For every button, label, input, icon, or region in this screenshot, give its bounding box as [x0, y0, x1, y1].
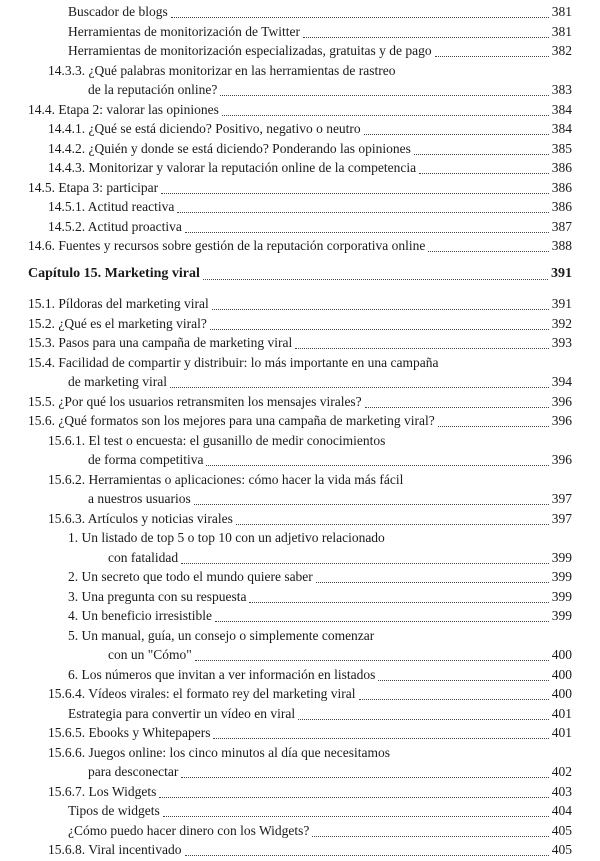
- toc-entry-page: 386: [551, 199, 572, 214]
- toc-entry-page: 399: [551, 569, 572, 584]
- toc-entry-title: Tipos de widgets: [68, 803, 160, 818]
- toc-entry-page: 391: [551, 266, 572, 281]
- toc-entry-title: 14.4.2. ¿Quién y donde se está diciendo? Ponderando las opiniones: [48, 141, 411, 156]
- dot-leader: [298, 719, 549, 720]
- toc-entry-page: 399: [551, 589, 572, 604]
- toc-entry-title: con fatalidad: [108, 550, 179, 565]
- dot-leader: [419, 173, 549, 174]
- toc-entry: [0, 100, 600, 120]
- toc-entry-title: de la reputación online?: [88, 82, 218, 97]
- toc-entry-title: 15.6.3. Artículos y noticias virales: [48, 511, 233, 526]
- toc-entry: [0, 587, 600, 607]
- dot-leader: [365, 407, 549, 408]
- toc-entry-title: 3. Una pregunta con su respuesta: [68, 589, 247, 604]
- toc-entry: [0, 762, 600, 782]
- dot-leader: [220, 95, 548, 96]
- dot-leader: [210, 329, 549, 330]
- toc-entry-page: 397: [551, 491, 572, 506]
- toc-entry: [0, 509, 600, 529]
- toc-entry-title: 5. Un manual, guía, un consejo o simplemente comenzar: [68, 628, 375, 643]
- toc-entry-page: 384: [551, 121, 572, 136]
- dot-leader: [159, 797, 548, 798]
- toc-entry: [0, 372, 600, 392]
- dot-leader: [177, 212, 548, 213]
- toc-entry-title: ¿Cómo puedo hacer dinero con los Widgets?: [68, 823, 310, 838]
- dot-leader: [185, 855, 549, 856]
- toc-entry-title: 14.4.3. Monitorizar y valorar la reputación online de la competencia: [48, 160, 417, 175]
- toc-entry: [0, 821, 600, 841]
- toc-entry-page: 381: [551, 24, 572, 39]
- toc-entry: [0, 840, 600, 860]
- toc-entry: [0, 236, 600, 256]
- toc-entry-title: 2. Un secreto que todo el mundo quiere saber: [68, 569, 313, 584]
- toc-entry: [0, 606, 600, 626]
- toc-entry: [0, 80, 600, 100]
- toc-entry: [0, 548, 600, 568]
- toc-entry-page: 405: [551, 823, 572, 838]
- toc-entry-title: 14.3.3. ¿Qué palabras monitorizar en las herramientas de rastreo: [48, 63, 396, 78]
- toc-entry-title: 4. Un beneficio irresistible: [68, 608, 212, 623]
- dot-leader: [185, 232, 549, 233]
- toc-entry-page: 402: [551, 764, 572, 779]
- toc-entry: [0, 61, 600, 81]
- toc-entry-page: 400: [551, 686, 572, 701]
- toc-entry-title: 14.6. Fuentes y recursos sobre gestión de la reputación corporativa online: [28, 238, 426, 253]
- toc-entry-page: 386: [551, 160, 572, 175]
- toc-entry-title: 15.6.2. Herramientas o aplicaciones: cómo hacer la vida más fácil: [48, 472, 404, 487]
- toc-entry: [0, 41, 600, 61]
- toc-entry-title: 15.6. ¿Qué formatos son los mejores para una campaña de marketing viral?: [28, 413, 435, 428]
- toc-entry-page: 392: [551, 316, 572, 331]
- toc-entry-title: 15.1. Píldoras del marketing viral: [28, 296, 209, 311]
- toc-entry-page: 405: [551, 842, 572, 857]
- toc-entry-title: 14.5.1. Actitud reactiva: [48, 199, 175, 214]
- dot-leader: [181, 777, 548, 778]
- toc-entry-title: Herramientas de monitorización especializadas, gratuitas y de pago: [68, 43, 432, 58]
- toc-entry: [0, 22, 600, 42]
- toc-entry: [0, 528, 600, 548]
- toc-entry-page: 399: [551, 550, 572, 565]
- toc-entry: [0, 139, 600, 159]
- toc-entry-title: 14.4.1. ¿Qué se está diciendo? Positivo, negativo o neutro: [48, 121, 361, 136]
- toc-entry-page: 394: [551, 374, 572, 389]
- dot-leader: [316, 582, 549, 583]
- toc-entry-page: 387: [551, 219, 572, 234]
- toc-entry-page: 391: [551, 296, 572, 311]
- toc-entry-page: 393: [551, 335, 572, 350]
- toc-entry-page: 388: [551, 238, 572, 253]
- toc-entry: [0, 450, 600, 470]
- dot-leader: [359, 699, 549, 700]
- toc-entry-page: 385: [551, 141, 572, 156]
- toc-entry-title: para desconectar: [88, 764, 179, 779]
- toc-entry: [0, 626, 600, 646]
- toc-entry-page: 386: [551, 180, 572, 195]
- toc-entry-title: 15.6.5. Ebooks y Whitepapers: [48, 725, 211, 740]
- dot-leader: [171, 17, 549, 18]
- toc-entry-title: Buscador de blogs: [68, 4, 168, 19]
- toc-entry: [0, 489, 600, 509]
- dot-leader: [364, 134, 549, 135]
- toc-entry-page: 396: [551, 452, 572, 467]
- dot-leader: [236, 524, 549, 525]
- toc-entry: [0, 431, 600, 451]
- toc-entry-title: 14.4. Etapa 2: valorar las opiniones: [28, 102, 219, 117]
- toc-entry: [0, 782, 600, 802]
- dot-leader: [203, 279, 548, 280]
- toc-entry: [0, 704, 600, 724]
- toc-entry-title: 15.4. Facilidad de compartir y distribuir: lo más importante en una campaña: [28, 355, 439, 370]
- toc-entry-page: 397: [551, 511, 572, 526]
- toc-entry-title: Capítulo 15. Marketing viral: [28, 266, 200, 281]
- toc-entry: [0, 665, 600, 685]
- toc-entry: [0, 294, 600, 314]
- dot-leader: [438, 426, 549, 427]
- dot-leader: [414, 154, 549, 155]
- toc-entry-page: 396: [551, 394, 572, 409]
- toc-entry: [0, 2, 600, 22]
- toc-entry: [0, 178, 600, 198]
- toc-entry-title: con un "Cómo": [108, 647, 192, 662]
- toc-entry: [0, 723, 600, 743]
- toc-entry: [0, 314, 600, 334]
- toc-entry-title: 15.6.4. Vídeos virales: el formato rey del marketing viral: [48, 686, 356, 701]
- dot-leader: [312, 836, 548, 837]
- toc-entry-page: 401: [551, 725, 572, 740]
- toc-entry-title: 14.5. Etapa 3: participar: [28, 180, 159, 195]
- toc-entry: [0, 470, 600, 490]
- toc-entry-page: 381: [551, 4, 572, 19]
- toc-entry-page: 382: [551, 43, 572, 58]
- toc-entry-title: de forma competitiva: [88, 452, 204, 467]
- toc-entry: [0, 411, 600, 431]
- dot-leader: [435, 56, 549, 57]
- toc-entry: [0, 801, 600, 821]
- toc-entry: [0, 197, 600, 217]
- toc-entry-page: 401: [551, 706, 572, 721]
- toc-entry-title: 15.6.7. Los Widgets: [48, 784, 157, 799]
- dot-leader: [170, 387, 549, 388]
- dot-leader: [222, 115, 549, 116]
- toc-entry-page: 384: [551, 102, 572, 117]
- dot-leader: [295, 348, 548, 349]
- chapter-heading: [0, 264, 600, 284]
- toc-entry: [0, 119, 600, 139]
- toc-entry-title: Estrategia para convertir un vídeo en viral: [68, 706, 296, 721]
- toc-entry-title: 15.6.8. Viral incentivado: [48, 842, 182, 857]
- toc-entry-title: a nuestros usuarios: [88, 491, 191, 506]
- dot-leader: [428, 251, 548, 252]
- toc-entry-page: 403: [551, 784, 572, 799]
- toc-entry-page: 400: [551, 667, 572, 682]
- dot-leader: [303, 37, 549, 38]
- dot-leader: [378, 680, 548, 681]
- dot-leader: [213, 738, 548, 739]
- toc-entry: [0, 392, 600, 412]
- toc-entry: [0, 645, 600, 665]
- dot-leader: [194, 504, 549, 505]
- toc-entry: [0, 217, 600, 237]
- dot-leader: [163, 816, 549, 817]
- toc-entry-page: 404: [551, 803, 572, 818]
- toc-entry-page: 400: [551, 647, 572, 662]
- dot-leader: [181, 563, 549, 564]
- dot-leader: [195, 660, 549, 661]
- toc-entry-title: 15.2. ¿Qué es el marketing viral?: [28, 316, 207, 331]
- toc-entry-title: 15.3. Pasos para una campaña de marketing viral: [28, 335, 293, 350]
- toc-entry-title: Herramientas de monitorización de Twitter: [68, 24, 300, 39]
- toc-entry-title: 6. Los números que invitan a ver información en listados: [68, 667, 376, 682]
- dot-leader: [212, 309, 549, 310]
- toc-entry-page: 396: [551, 413, 572, 428]
- dot-leader: [161, 193, 549, 194]
- toc-entry-title: 1. Un listado de top 5 o top 10 con un adjetivo relacionado: [68, 530, 385, 545]
- toc-entry-title: 15.6.6. Juegos online: los cinco minutos al día que necesitamos: [48, 745, 390, 760]
- toc-entry-title: 15.6.1. El test o encuesta: el gusanillo de medir conocimientos: [48, 433, 386, 448]
- toc-entry: [0, 684, 600, 704]
- toc-entry: [0, 333, 600, 353]
- toc-entry: [0, 353, 600, 373]
- toc-entry-title: 15.5. ¿Por qué los usuarios retransmiten los mensajes virales?: [28, 394, 362, 409]
- toc-entry: [0, 743, 600, 763]
- dot-leader: [206, 465, 548, 466]
- toc-entry: [0, 567, 600, 587]
- dot-leader: [215, 621, 549, 622]
- dot-leader: [249, 602, 548, 603]
- toc-entry-title: de marketing viral: [68, 374, 167, 389]
- toc-entry-page: 399: [551, 608, 572, 623]
- toc-entry: [0, 158, 600, 178]
- toc-entry-title: 14.5.2. Actitud proactiva: [48, 219, 182, 234]
- toc-entry-page: 383: [551, 82, 572, 97]
